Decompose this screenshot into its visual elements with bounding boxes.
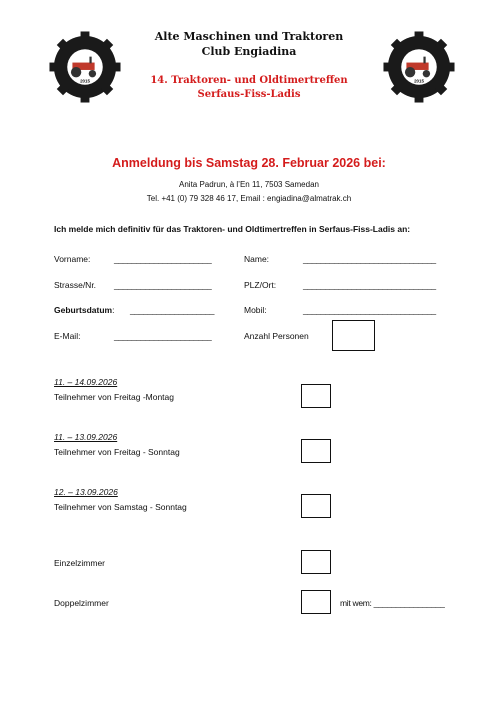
event-title-line1: 14. Traktoren- und Oldtimertreffen <box>150 75 348 86</box>
mobil-label: Mobil: <box>244 305 267 315</box>
option3-checkbox[interactable] <box>301 494 331 518</box>
option2-checkbox[interactable] <box>301 439 331 463</box>
club-title-line1: Alte Maschinen und Traktoren <box>154 30 344 43</box>
geburtsdatum-field[interactable]: ___________________ <box>130 305 215 315</box>
strasse-label: Strasse/Nr. <box>54 280 97 290</box>
mobil-field[interactable]: ______________________________ <box>303 305 436 315</box>
mit-wem-field[interactable]: mit wem: ________________ <box>340 598 445 608</box>
einzelzimmer-checkbox[interactable] <box>301 550 331 574</box>
doppelzimmer-checkbox[interactable] <box>301 590 331 614</box>
logo-year: 2015 <box>80 78 90 84</box>
option3-date: 12. – 13.09.2026 <box>54 487 118 497</box>
vorname-label: Vorname: <box>54 254 91 264</box>
plz-label: PLZ/Ort: <box>244 280 277 290</box>
registration-intro: Ich melde mich definitiv für das Traktoren- und Oldtimertreffen in Serfaus-Fiss-Ladis an: <box>54 224 411 234</box>
event-title-line2: Serfaus-Fiss-Ladis <box>197 89 301 100</box>
registration-deadline: Anmeldung bis Samstag 28. Februar 2026 bei: <box>112 156 386 170</box>
geburtsdatum-colon: : <box>112 305 115 315</box>
option2-date: 11. – 13.09.2026 <box>54 432 118 442</box>
geburtsdatum-label-text: Geburtsdatum <box>54 305 113 315</box>
name-field[interactable]: ______________________________ <box>303 254 436 264</box>
email-label: E-Mail: <box>54 331 81 341</box>
contact-phone-email: Tel. +41 (0) 79 328 46 17, Email : engiadina@almatrak.ch <box>146 194 352 203</box>
doppelzimmer-label: Doppelzimmer <box>54 598 109 608</box>
name-label: Name: <box>244 254 270 264</box>
option2-label: Teilnehmer von Freitag - Sonntag <box>54 447 180 457</box>
option3-label: Teilnehmer von Samstag - Sonntag <box>54 502 187 512</box>
strasse-field[interactable]: ______________________ <box>114 280 212 290</box>
anzahl-personen-label: Anzahl Personen <box>244 331 309 341</box>
contact-address: Anita Padrun, à l’En 11, 7503 Samedan <box>179 180 319 189</box>
anzahl-personen-box[interactable] <box>332 320 375 351</box>
vorname-field[interactable]: ______________________ <box>114 254 212 264</box>
option1-checkbox[interactable] <box>301 384 331 408</box>
geburtsdatum-label <box>54 305 114 315</box>
email-field[interactable]: ______________________ <box>114 331 212 341</box>
einzelzimmer-label: Einzelzimmer <box>54 558 106 568</box>
club-title-line2: Club Engiadina <box>201 45 297 58</box>
option1-label: Teilnehmer von Freitag -Montag <box>54 392 175 402</box>
logo-year: 2015 <box>414 78 424 84</box>
plz-field[interactable]: ______________________________ <box>303 280 436 290</box>
option1-date: 11. – 14.09.2026 <box>54 377 118 387</box>
